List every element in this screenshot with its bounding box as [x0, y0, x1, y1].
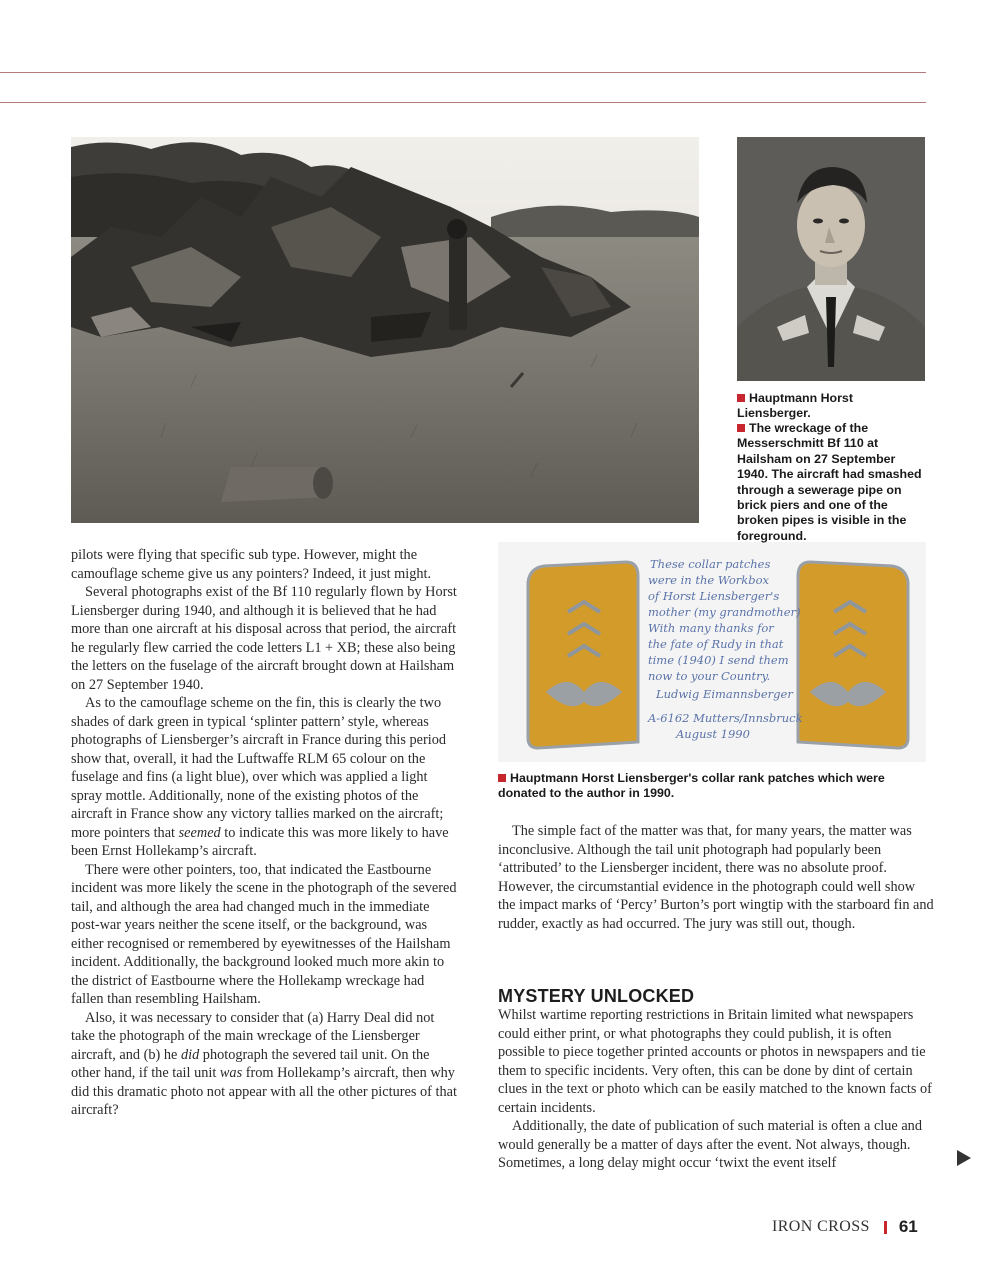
paragraph: Also, it was necessary to consider that (a) Harry Deal did not take the photograph of the main wreckage of the Liensberger aircraft, and (b) he did photograph the severed tail unit. On the other hand, if the tail unit was from Hollekamp’s aircraft, then why did this dramatic photo not appear with all the other pictures of that aircraft? — [71, 1009, 457, 1118]
right-column-text-top — [498, 822, 934, 933]
collar-patches-caption: Hauptmann Horst Liensberger's collar rank patches which were donated to the author in 1990. — [498, 771, 885, 801]
paragraph: pilots were flying that specific sub type. However, might the camouflage scheme give us any pointers? Indeed, it just might. — [71, 547, 432, 582]
paragraph: Additionally, the date of publication of such material is often a clue and would generally be a matter of days after the event. Not always, though. Sometimes, a long delay might occur ‘twixt the event itself — [498, 1118, 922, 1171]
portrait-photo — [737, 137, 925, 381]
paragraph: Several photographs exist of the Bf 110 regularly flown by Horst Liensberger during 1940, and although it is believed that he had more than one aircraft at his disposal across that period, the aircraft he regularly flew carried the code letters L1 + XB; these also being the letters on the fuselage of the aircraft brought down at Hailsham on 27 September 1940. — [71, 584, 457, 693]
svg-text:time (1940) I send them: time (1940) I send them — [648, 653, 789, 667]
svg-text:Ludwig Eimannsberger: Ludwig Eimannsberger — [656, 687, 793, 701]
svg-text:the fate of Rudy in that: the fate of Rudy in that — [648, 637, 784, 651]
caption-bullet-icon — [737, 394, 745, 402]
svg-text:A-6162 Mutters/Innsbruck: A-6162 Mutters/Innsbruck — [648, 711, 803, 725]
page-footer — [772, 1217, 918, 1237]
header-rule-bottom — [0, 102, 926, 103]
portrait-caption: Hauptmann Horst Liensberger. — [737, 391, 853, 421]
wreckage-caption: The wreckage of the Messerschmitt Bf 110 at Hailsham on 27 September 1940. The aircraft had smashed through a sewerage pipe on brick piers and one of the broken pipes is visible in the foreground. — [737, 421, 922, 543]
paragraph: As to the camouflage scheme on the fin, this is clearly the two shades of dark green in typical ‘splinter pattern’ style, whereas photographs of Liensberger’s aircraft in France during this period show that, overall, it had the Luftwaffe RLM 65 colour on the fuselage and fins (a light blue), over which was applied a light spray mottle. Additionally, none of the existing photos of the aircraft in France show any victory tallies marked on the aircraft; more pointers that seemed to indicate this was more likely to have been Ernst Hollekamp’s aircraft. — [71, 695, 449, 859]
left-column-text — [71, 546, 457, 1120]
collar-patches-photo — [498, 542, 926, 762]
header-rule-top — [0, 72, 926, 73]
caption-bullet-icon — [737, 424, 745, 432]
paragraph: Whilst wartime reporting restrictions in Britain limited what newspapers could either print, or what photographs they could publish, it is often possible to piece together printed accounts or photos in newspapers and tie them to specific incidents. Very often, this can be done by dint of certain clues in the text or photo which can be easily matched to the known facts of certain incidents. — [498, 1007, 932, 1116]
svg-text:of Horst Liensberger's: of Horst Liensberger's — [648, 589, 780, 603]
svg-text:were in the Workbox: were in the Workbox — [648, 573, 770, 587]
magazine-title: IRON CROSS — [772, 1218, 870, 1235]
svg-text:With many thanks for: With many thanks for — [648, 621, 774, 635]
caption-bullet-icon — [498, 774, 506, 782]
page-number: 61 — [898, 1217, 918, 1236]
collar-patch-right — [798, 562, 908, 748]
svg-text:mother (my grandmother): mother (my grandmother) — [648, 605, 801, 619]
svg-text:These collar patches: These collar patches — [650, 557, 771, 571]
right-column-text-bottom — [498, 1006, 934, 1173]
collar-patch-left — [528, 562, 638, 748]
paragraph: The simple fact of the matter was that, for many years, the matter was inconclusive. Although the tail unit photograph had popularly been ‘attributed’ to the Liensberger incident, there was no absolute proof. However, the circumstantial evidence in the photograph could well show the impact marks of ‘Percy’ Burton’s port wingtip with the starboard fin and rudder, exactly as had occurred. The jury was still out, though. — [498, 823, 934, 932]
footer-divider — [884, 1221, 887, 1234]
svg-text:August 1990: August 1990 — [676, 727, 750, 741]
paragraph: There were other pointers, too, that indicated the Eastbourne incident was more likely the scene in the photograph of the severed tail, and although the area had changed much in the immediate post-war years neither the scene itself, or the background, was either recognised or remembered by eyewitnesses of the Hailsham incident. Additionally, the background looked much more akin to the district of Eastbourne where the Hollekamp wreckage had fallen than resembling Hailsham. — [71, 861, 457, 1007]
continue-arrow-icon — [957, 1150, 971, 1166]
svg-text:now to your Country.: now to your Country. — [648, 669, 771, 683]
wreckage-photo — [71, 137, 699, 523]
section-heading: MYSTERY UNLOCKED — [498, 986, 695, 1006]
